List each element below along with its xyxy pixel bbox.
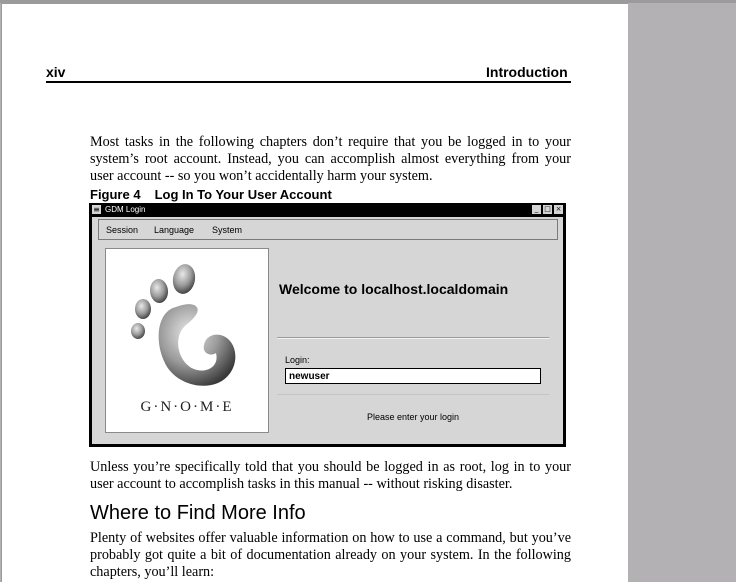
gdm-login-window bbox=[89, 203, 566, 447]
figure-number: Figure 4 bbox=[90, 187, 141, 202]
header-rule bbox=[46, 81, 571, 83]
figure-title: Log In To Your User Account bbox=[154, 187, 332, 202]
minimize-button[interactable]: _ bbox=[532, 205, 541, 214]
paragraph-intro: Most tasks in the following chapters don’t require that you be logged in to your system’s root account. Instead, you can accomplish almost everything from your user account -- so you won’t accidentally harm your system. bbox=[90, 134, 571, 184]
gnome-foot-icon bbox=[106, 249, 268, 399]
window-body bbox=[92, 217, 563, 444]
figure-caption bbox=[90, 187, 332, 202]
section-heading: Where to Find More Info bbox=[90, 502, 306, 524]
menu-session[interactable]: Session bbox=[106, 225, 139, 235]
gnome-logo-panel bbox=[105, 248, 269, 433]
paragraph-root-warning: Unless you’re specifically told that you should be logged in as root, log in to your user account to accomplish tasks in this manual -- without risking disaster. bbox=[90, 459, 571, 492]
menu-language[interactable]: Language bbox=[154, 225, 195, 235]
login-prompt: Please enter your login bbox=[366, 412, 460, 422]
window-title: GDM Login bbox=[105, 205, 146, 214]
separator bbox=[277, 337, 549, 339]
window-menu-icon[interactable]: ≡ bbox=[93, 205, 100, 214]
menubar bbox=[98, 219, 558, 240]
window-titlebar[interactable] bbox=[90, 204, 565, 216]
login-label: Login: bbox=[285, 355, 310, 365]
page-number: xiv bbox=[46, 64, 66, 80]
welcome-text: Welcome to localhost.localdomain bbox=[279, 281, 509, 297]
menu-system[interactable]: System bbox=[212, 225, 243, 235]
separator bbox=[277, 394, 549, 395]
gnome-logo-text: G·N·O·M·E bbox=[140, 399, 234, 415]
paragraph-more-info: Plenty of websites offer valuable information on how to use a command, but you’ve probably got quite a bit of documentation already on your system. In the following chapters, you’ll learn: bbox=[90, 530, 571, 580]
maximize-button[interactable]: □ bbox=[544, 205, 551, 213]
chapter-title: Introduction bbox=[486, 64, 568, 80]
login-input[interactable]: newuser bbox=[285, 368, 541, 384]
close-button[interactable]: × bbox=[555, 205, 562, 213]
